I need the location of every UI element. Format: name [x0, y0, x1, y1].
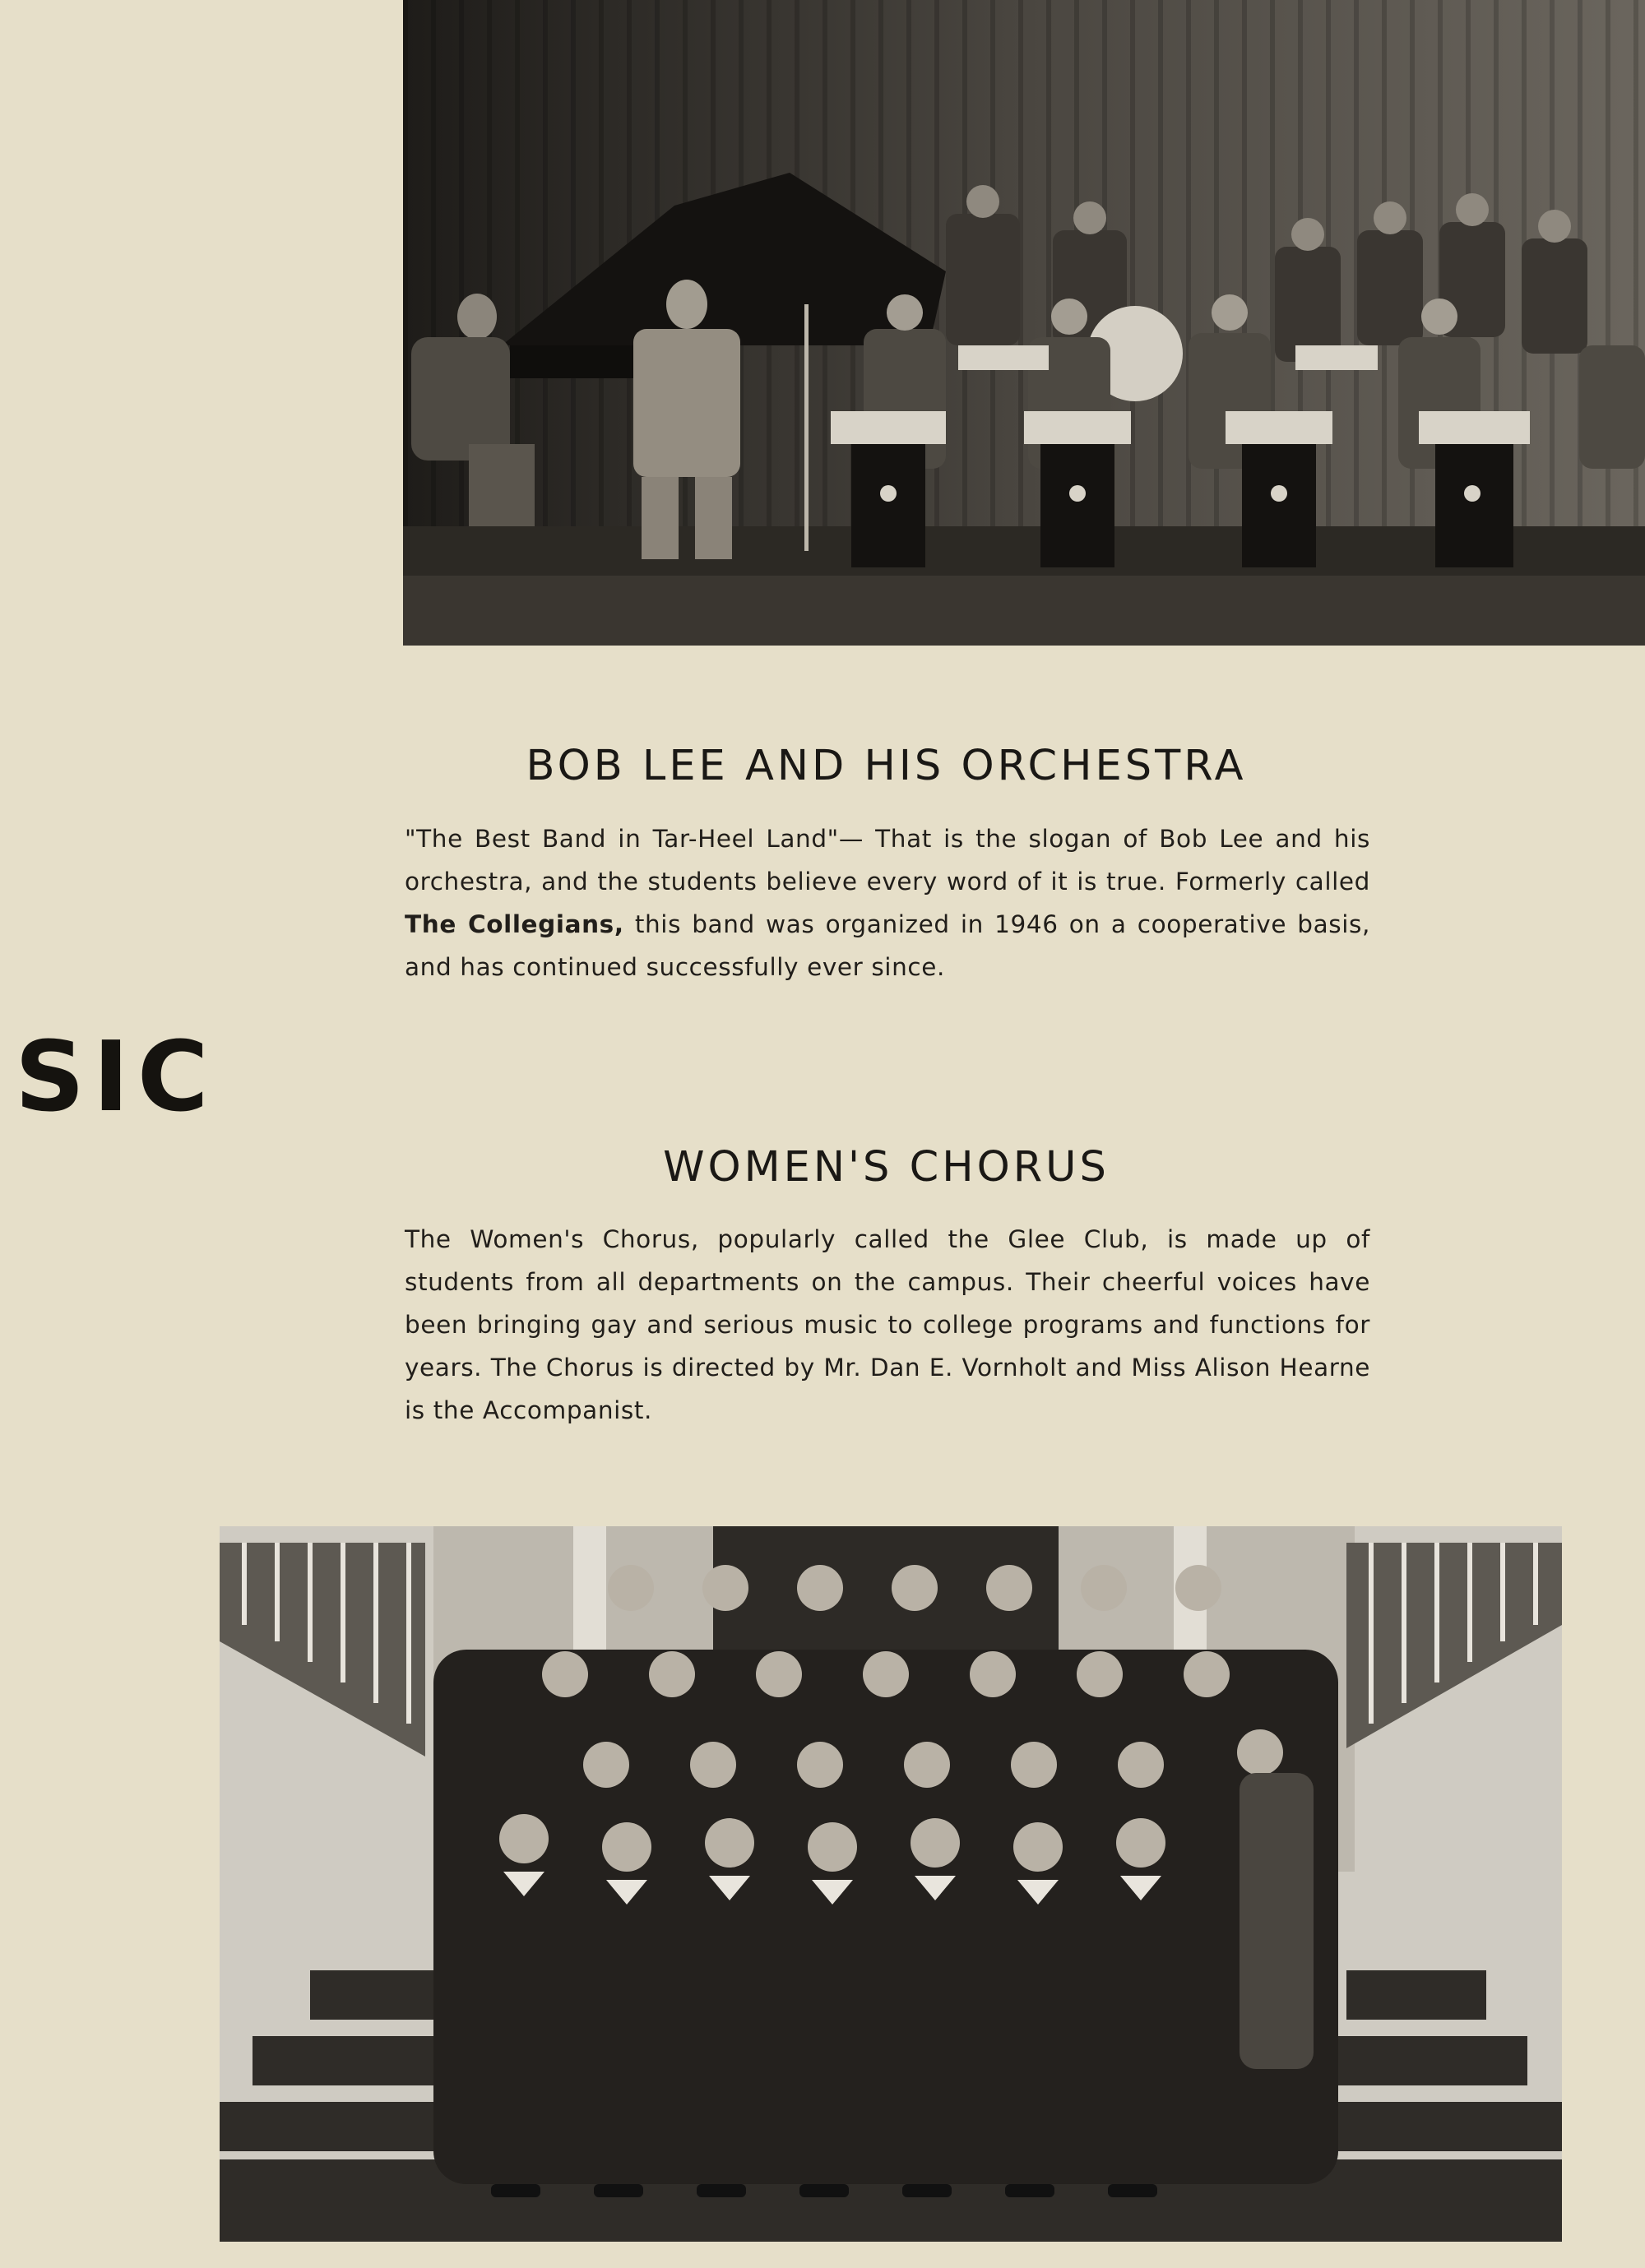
band-photo — [403, 0, 1645, 646]
section-side-heading: SIC — [15, 1020, 217, 1133]
chorus-title: WOMEN'S CHORUS — [663, 1143, 1110, 1192]
chorus-photo — [220, 1526, 1562, 2242]
band-description-part1: "The Best Band in Tar-Heel Land"— That is the slogan of Bob Lee and his orchestra, and the students believe every word of it is true. Formerly called — [405, 825, 1370, 896]
chorus-description: The Women's Chorus, popularly called the Glee Club, is made up of students from all departments on the campus. Their cheerful voices have been bringing gay and serious music to college programs and functions for years. The Chorus is directed by Mr. Dan E. Vornholt and Miss Alison Hearne is the Accompanist. — [405, 1225, 1370, 1424]
chorus-photo-image — [220, 1526, 1562, 2242]
band-title: BOB LEE AND HIS ORCHESTRA — [526, 742, 1247, 790]
band-former-name: The Collegians, — [405, 910, 624, 938]
band-photo-image — [403, 0, 1645, 646]
band-description — [405, 817, 1370, 988]
band-description-part2: this band was organized in 1946 on a cooperative basis, and has continued successfully ever since. — [405, 910, 1371, 981]
